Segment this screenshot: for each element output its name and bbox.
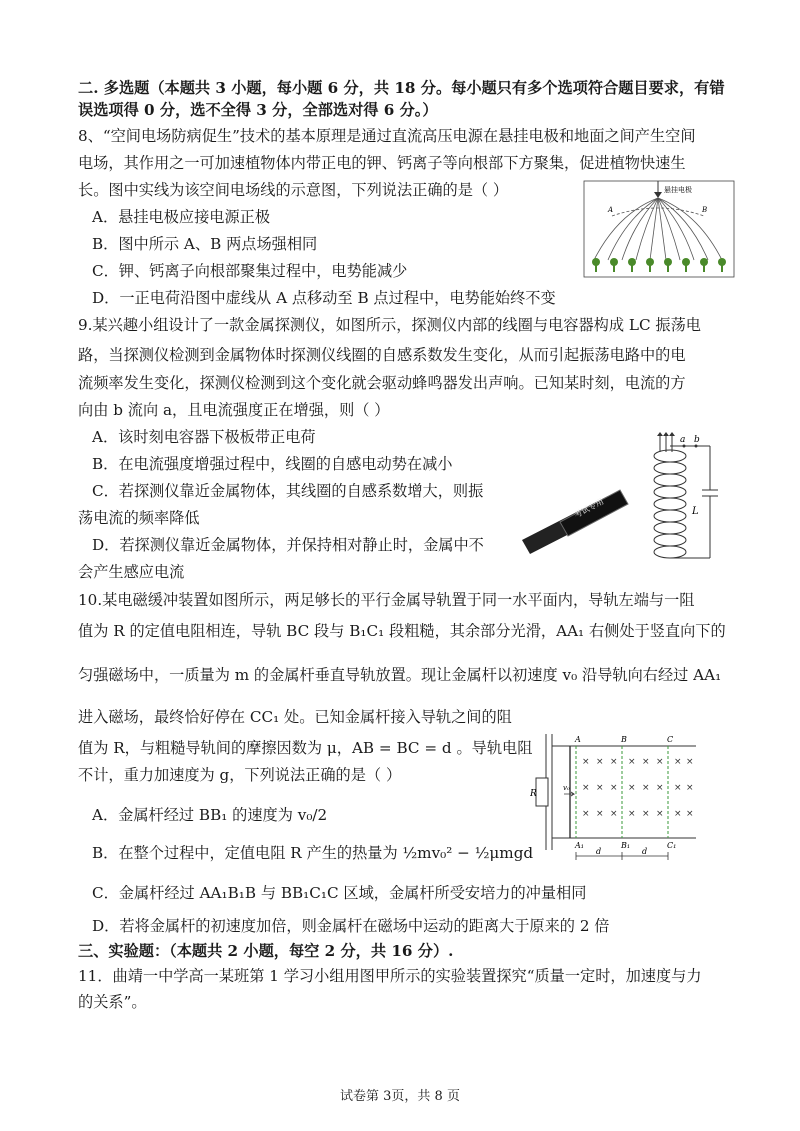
device-text: 考试专用 [572, 496, 606, 520]
q8-stem-line: 电场，其作用之一可加速植物体内带正电的钾、钙离子等向根部下方聚集，促进植物快速生 [78, 154, 686, 172]
resistor-label: R [530, 789, 537, 799]
section-heading: 二. 多选题（本题共 3 小题，每小题 6 分，共 18 分。每小题只有多个选项符合题目要求，有错 [78, 79, 725, 97]
label-a: a [680, 435, 686, 445]
q8-option-b: B．图中所示 A、B 两点场强相同 [92, 235, 318, 253]
q10-option-b: B．在整个过程中，定值电阻 R 产生的热量为 ½mv₀² − ½μmgd [92, 844, 534, 862]
plant-row [592, 258, 726, 272]
svg-text:×: × [674, 809, 682, 819]
q10-option-a: A．金属杆经过 BB₁ 的速度为 v₀/2 [92, 806, 328, 824]
label-A: A [575, 735, 581, 744]
metal-detector-figure [520, 432, 730, 567]
label-B1: B₁ [621, 841, 631, 850]
svg-text:×: × [582, 809, 590, 819]
q8-option-c: C．钾、钙离子向根部聚集过程中，电势能减少 [92, 262, 408, 280]
svg-text:×: × [656, 783, 664, 793]
q9-option-c-cont: 荡电流的频率降低 [78, 509, 200, 527]
q10-stem-line: 匀强磁场中，一质量为 m 的金属杆垂直导轨放置。现让金属杆以初速度 v₀ 沿导轨向右经过 AA₁ [78, 666, 722, 684]
q9-stem-line: 流频率发生变化，探测仪检测到这个变化就会驱动蜂鸣器发出声响。已知某时刻，电流的方 [78, 374, 686, 392]
svg-text:×: × [596, 783, 604, 793]
svg-text:×: × [656, 757, 664, 767]
label-d1: d [596, 847, 602, 856]
label-B: B [621, 735, 627, 744]
point-b-label: B [702, 206, 708, 214]
section-heading-cont: 误选项得 0 分，选不全得 3 分，全部选对得 6 分。） [78, 101, 438, 119]
v0-label: v₀ [563, 784, 570, 792]
q8-option-d: D．一正电荷沿图中虚线从 A 点移动至 B 点过程中，电势能始终不变 [92, 289, 556, 307]
svg-text:×: × [582, 757, 590, 767]
section-heading: 三、实验题：（本题共 2 小题，每空 2 分，共 16 分）. [78, 942, 454, 960]
svg-text:×: × [610, 783, 618, 793]
svg-text:×: × [610, 809, 618, 819]
q10-option-d: D．若将金属杆的初速度加倍，则金属杆在磁场中运动的距离大于原来的 2 倍 [92, 917, 610, 935]
q11-stem-line: 11．曲靖一中学高一某班第 1 学习小组用图甲所示的实验装置探究“质量一定时，加速度与力 [78, 967, 702, 985]
q10-stem-line: 10.某电磁缓冲装置如图所示，两足够长的平行金属导轨置于同一水平面内，导轨左端与一阻 [78, 591, 695, 609]
svg-text:×: × [674, 783, 682, 793]
q10-stem-line: 值为 R，与粗糙导轨间的摩擦因数为 μ，AB = BC = d 。导轨电阻 [78, 739, 533, 757]
point-a-label: A [608, 206, 614, 214]
label-L: L [692, 506, 699, 517]
label-C1: C₁ [667, 841, 677, 850]
q10-option-c: C．金属杆经过 AA₁B₁B 与 BB₁C₁C 区域，金属杆所受安培力的冲量相同 [92, 884, 587, 902]
q9-option-c: C．若探测仪靠近金属物体，其线圈的自感系数增大，则振 [92, 482, 484, 500]
rail-field-figure [530, 730, 700, 865]
q9-option-a: A．该时刻电容器下极板带正电荷 [92, 428, 316, 446]
svg-text:×: × [686, 809, 694, 819]
svg-text:×: × [596, 757, 604, 767]
q9-option-d: D．若探测仪靠近金属物体，并保持相对静止时，金属中不 [92, 536, 484, 554]
q9-option-d-cont: 会产生感应电流 [78, 563, 185, 581]
svg-text:×: × [628, 809, 636, 819]
q8-stem-line: 长。图中实线为该空间电场线的示意图，下列说法正确的是（ ） [78, 181, 509, 199]
svg-text:×: × [642, 757, 650, 767]
svg-text:×: × [686, 757, 694, 767]
inductor-coil [654, 450, 686, 558]
q8-stem-line: 8、“空间电场防病促生”技术的基本原理是通过直流高压电源在悬挂电极和地面之间产生空间 [78, 127, 696, 145]
svg-text:×: × [674, 757, 682, 767]
electrode-label: 悬挂电极 [664, 186, 692, 194]
q9-stem-line: 路，当探测仪检测到金属物体时探测仪线圈的自感系数发生变化，从而引起振荡电路中的电 [78, 346, 686, 364]
q8-option-a: A．悬挂电极应接电源正极 [92, 208, 271, 226]
electric-field-figure [578, 178, 738, 284]
svg-text:×: × [642, 809, 650, 819]
svg-text:×: × [596, 809, 604, 819]
svg-text:×: × [642, 783, 650, 793]
q11-stem-line: 的关系”。 [78, 993, 147, 1011]
q9-stem-line: 向由 b 流向 a，且电流强度正在增强，则（ ） [78, 401, 390, 419]
q10-stem-line: 进入磁场，最终恰好停在 CC₁ 处。已知金属杆接入导轨之间的阻 [78, 708, 512, 726]
q9-option-b: B．在电流强度增强过程中，线圈的自感电动势在减小 [92, 455, 453, 473]
label-C: C [667, 735, 674, 744]
q10-stem-line: 不计，重力加速度为 g，下列说法正确的是（ ） [78, 766, 402, 784]
svg-text:×: × [610, 757, 618, 767]
svg-text:×: × [686, 783, 694, 793]
q9-stem-line: 9.某兴趣小组设计了一款金属探测仪，如图所示，探测仪内部的线圈与电容器构成 LC 振荡电 [78, 316, 701, 334]
magnetic-field-crosses [582, 757, 694, 819]
svg-text:×: × [628, 757, 636, 767]
svg-text:×: × [628, 783, 636, 793]
label-d2: d [642, 847, 648, 856]
label-A1: A₁ [575, 841, 584, 850]
label-b: b [694, 435, 700, 445]
q10-stem-line: 值为 R 的定值电阻相连，导轨 BC 段与 B₁C₁ 段粗糙，其余部分光滑，AA₁ 右侧处于竖直向下的 [78, 622, 726, 640]
svg-text:×: × [582, 783, 590, 793]
detector-wand [522, 490, 628, 554]
svg-text:×: × [656, 809, 664, 819]
page-footer: 试卷第 3页，共 8 页 [340, 1089, 460, 1104]
